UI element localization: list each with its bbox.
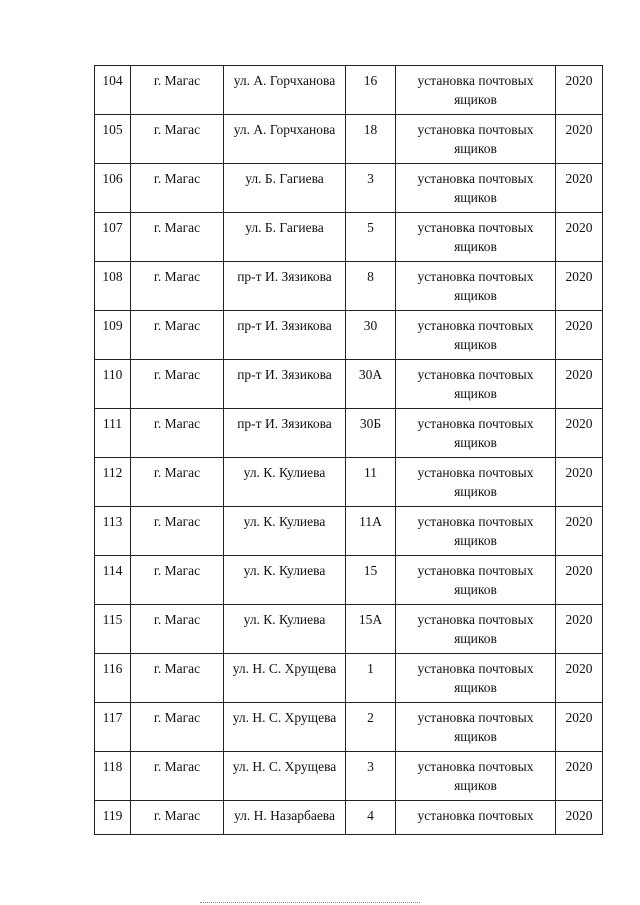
work-cell: установка почтовых ящиков <box>396 605 556 654</box>
row-number: 113 <box>95 507 131 556</box>
city-cell: г. Магас <box>131 507 224 556</box>
row-number: 117 <box>95 703 131 752</box>
house-cell: 8 <box>346 262 396 311</box>
street-cell: пр-т И. Зязикова <box>224 311 346 360</box>
house-cell: 30Б <box>346 409 396 458</box>
house-cell: 30 <box>346 311 396 360</box>
row-number: 110 <box>95 360 131 409</box>
row-number: 105 <box>95 115 131 164</box>
house-cell: 16 <box>346 66 396 115</box>
year-cell: 2020 <box>556 458 603 507</box>
row-number: 116 <box>95 654 131 703</box>
city-cell: г. Магас <box>131 409 224 458</box>
work-cell: установка почтовых ящиков <box>396 654 556 703</box>
house-cell: 11А <box>346 507 396 556</box>
year-cell: 2020 <box>556 801 603 835</box>
city-cell: г. Магас <box>131 115 224 164</box>
table-row <box>95 409 603 458</box>
street-cell: пр-т И. Зязикова <box>224 360 346 409</box>
house-cell: 11 <box>346 458 396 507</box>
house-cell: 5 <box>346 213 396 262</box>
street-cell: ул. Н. С. Хрущева <box>224 703 346 752</box>
work-cell: установка почтовых ящиков <box>396 556 556 605</box>
street-cell: ул. К. Кулиева <box>224 458 346 507</box>
house-cell: 1 <box>346 654 396 703</box>
house-cell: 30А <box>346 360 396 409</box>
city-cell: г. Магас <box>131 801 224 835</box>
year-cell: 2020 <box>556 66 603 115</box>
city-cell: г. Магас <box>131 654 224 703</box>
year-cell: 2020 <box>556 752 603 801</box>
city-cell: г. Магас <box>131 605 224 654</box>
house-cell: 15А <box>346 605 396 654</box>
year-cell: 2020 <box>556 556 603 605</box>
city-cell: г. Магас <box>131 164 224 213</box>
street-cell: ул. Н. Назарбаева <box>224 801 346 835</box>
table-row <box>95 605 603 654</box>
year-cell: 2020 <box>556 360 603 409</box>
work-cell: установка почтовых ящиков <box>396 507 556 556</box>
table-row <box>95 213 603 262</box>
row-number: 112 <box>95 458 131 507</box>
year-cell: 2020 <box>556 213 603 262</box>
street-cell: ул. К. Кулиева <box>224 605 346 654</box>
table-row <box>95 164 603 213</box>
street-cell: ул. К. Кулиева <box>224 507 346 556</box>
table-row <box>95 262 603 311</box>
row-number: 115 <box>95 605 131 654</box>
city-cell: г. Магас <box>131 213 224 262</box>
work-cell: установка почтовых ящиков <box>396 311 556 360</box>
street-cell: ул. Б. Гагиева <box>224 164 346 213</box>
row-number: 109 <box>95 311 131 360</box>
table-row <box>95 458 603 507</box>
city-cell: г. Магас <box>131 458 224 507</box>
row-number: 104 <box>95 66 131 115</box>
house-cell: 15 <box>346 556 396 605</box>
year-cell: 2020 <box>556 262 603 311</box>
house-cell: 3 <box>346 752 396 801</box>
work-cell: установка почтовых ящиков <box>396 213 556 262</box>
city-cell: г. Магас <box>131 360 224 409</box>
city-cell: г. Магас <box>131 752 224 801</box>
street-cell: пр-т И. Зязикова <box>224 262 346 311</box>
year-cell: 2020 <box>556 164 603 213</box>
city-cell: г. Магас <box>131 66 224 115</box>
work-cell: установка почтовых ящиков <box>396 703 556 752</box>
work-cell: установка почтовых ящиков <box>396 164 556 213</box>
table-row <box>95 654 603 703</box>
table-row <box>95 703 603 752</box>
table-row <box>95 360 603 409</box>
house-cell: 18 <box>346 115 396 164</box>
work-cell: установка почтовых ящиков <box>396 360 556 409</box>
year-cell: 2020 <box>556 409 603 458</box>
work-cell: установка почтовых ящиков <box>396 66 556 115</box>
table-row <box>95 66 603 115</box>
row-number: 111 <box>95 409 131 458</box>
street-cell: ул. А. Горчханова <box>224 115 346 164</box>
table-row <box>95 311 603 360</box>
work-cell: установка почтовых ящиков <box>396 115 556 164</box>
city-cell: г. Магас <box>131 262 224 311</box>
year-cell: 2020 <box>556 605 603 654</box>
street-cell: пр-т И. Зязикова <box>224 409 346 458</box>
street-cell: ул. К. Кулиева <box>224 556 346 605</box>
row-number: 107 <box>95 213 131 262</box>
work-cell: установка почтовых <box>396 801 556 835</box>
table-row <box>95 752 603 801</box>
year-cell: 2020 <box>556 654 603 703</box>
house-cell: 2 <box>346 703 396 752</box>
address-table <box>94 65 603 835</box>
row-number: 118 <box>95 752 131 801</box>
year-cell: 2020 <box>556 115 603 164</box>
year-cell: 2020 <box>556 311 603 360</box>
city-cell: г. Магас <box>131 703 224 752</box>
work-cell: установка почтовых ящиков <box>396 262 556 311</box>
work-cell: установка почтовых ящиков <box>396 458 556 507</box>
street-cell: ул. Б. Гагиева <box>224 213 346 262</box>
year-cell: 2020 <box>556 703 603 752</box>
row-number: 106 <box>95 164 131 213</box>
year-cell: 2020 <box>556 507 603 556</box>
table-row <box>95 115 603 164</box>
address-table-body <box>95 66 603 835</box>
row-number: 108 <box>95 262 131 311</box>
house-cell: 3 <box>346 164 396 213</box>
city-cell: г. Магас <box>131 311 224 360</box>
bottom-rule <box>200 902 420 903</box>
table-row <box>95 556 603 605</box>
work-cell: установка почтовых ящиков <box>396 409 556 458</box>
street-cell: ул. Н. С. Хрущева <box>224 654 346 703</box>
city-cell: г. Магас <box>131 556 224 605</box>
row-number: 119 <box>95 801 131 835</box>
street-cell: ул. Н. С. Хрущева <box>224 752 346 801</box>
table-row <box>95 507 603 556</box>
work-cell: установка почтовых ящиков <box>396 752 556 801</box>
street-cell: ул. А. Горчханова <box>224 66 346 115</box>
table-row <box>95 801 603 835</box>
row-number: 114 <box>95 556 131 605</box>
house-cell: 4 <box>346 801 396 835</box>
